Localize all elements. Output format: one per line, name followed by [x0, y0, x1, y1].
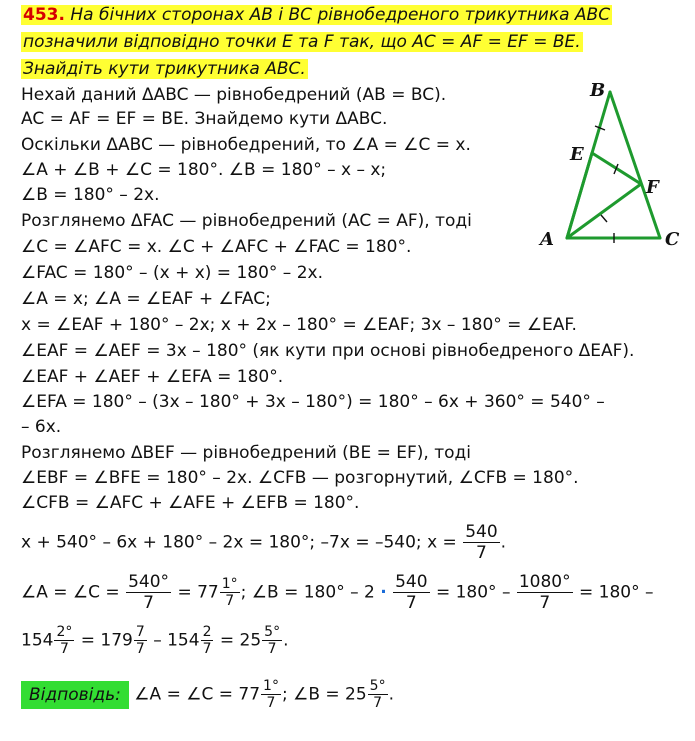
- label-b: B: [590, 80, 606, 101]
- segment-af: [567, 184, 641, 238]
- fraction: $\frac{1080^\circ}{7}$: [518, 572, 571, 613]
- equation-mixed: 154 $\frac{2^\circ}{7}$ = 179 $\frac{7}{7}$ – 154 $\frac{2}{7}$ = 25 $\frac{5^\circ}{7}$ .: [21, 624, 289, 657]
- solution-line: ∠FAC = 180° – (x + x) = 180° – 2x.: [21, 263, 323, 283]
- solution-line: – 6x.: [21, 417, 62, 437]
- solution-line: ∠EBF = ∠BFE = 180° – 2x. ∠CFB — розгорнутий, ∠CFB = 180°.: [21, 468, 579, 488]
- solution-line: Розглянемо ΔBEF — рівнобедрений (BE = EF), тоді: [21, 443, 471, 463]
- fraction: $\frac{5^\circ}{7}$: [264, 624, 281, 657]
- solution-line: Розглянемо ΔFAC — рівнобедрений (AC = AF), тоді: [21, 211, 472, 231]
- fraction: $\frac{540}{7}$: [395, 572, 428, 613]
- fraction: $\frac{1^\circ}{7}$: [221, 576, 238, 609]
- label-c: C: [665, 229, 680, 250]
- fraction: $\frac{2}{7}$: [202, 624, 212, 657]
- solution-line: x = ∠EAF + 180° – 2x; x + 2x – 180° = ∠EAF; 3x – 180° = ∠EAF.: [21, 315, 577, 335]
- label-a: A: [540, 229, 554, 250]
- label-f: F: [646, 177, 659, 198]
- tick-marks: [595, 126, 618, 243]
- equation-x: x + 540° – 6x + 180° – 2x = 180°; –7x = –540; x = $\frac{540}{7}$ .: [21, 522, 507, 563]
- solution-line: ∠A = x; ∠A = ∠EAF + ∠FAC;: [21, 289, 271, 309]
- answer-label: Відповідь:: [21, 681, 129, 709]
- solution-line: ∠A + ∠B + ∠C = 180°. ∠B = 180° – x – x;: [21, 160, 387, 180]
- label-e: E: [570, 144, 584, 165]
- multiply-dot: ·: [380, 582, 387, 603]
- problem-number: 453.: [23, 5, 65, 25]
- solution-line: ∠EFA = 180° – (3x – 180° + 3x – 180°) = 180° – 6x + 360° = 540° –: [21, 392, 605, 412]
- problem-line-3: Знайдіть кути трикутника ABC.: [23, 59, 306, 79]
- fraction: $\frac{540}{7}$: [465, 522, 498, 563]
- problem-text-1: На бічних сторонах AB і BC рівнобедреного трикутника ABC: [64, 5, 611, 25]
- fraction: $\frac{2^\circ}{7}$: [56, 624, 73, 657]
- tick-af: [601, 215, 607, 222]
- solution-line: ∠EAF = ∠AEF = 3x – 180° (як кути при основі рівнобедреного ΔEAF).: [21, 341, 635, 361]
- segment-ae: [567, 153, 592, 238]
- triangle-figure: [530, 80, 690, 255]
- fraction: $\frac{5^\circ}{7}$: [369, 678, 386, 711]
- solution-line: ∠B = 180° – 2x.: [21, 185, 160, 205]
- triangle-lines: [567, 92, 660, 238]
- solution-line: ∠CFB = ∠AFC + ∠AFE + ∠EFB = 180°.: [21, 493, 360, 513]
- fraction: $\frac{7}{7}$: [135, 624, 145, 657]
- problem-line-1: [21, 4, 612, 26]
- solution-line: Оскільки ΔABC — рівнобедрений, то ∠A = ∠C = x.: [21, 135, 471, 155]
- answer: Відповідь: ∠A = ∠C = 77 $\frac{1^\circ}{7}$ ; ∠B = 25 $\frac{5^\circ}{7}$ .: [21, 678, 394, 711]
- fraction: $\frac{540^\circ}{7}$: [128, 572, 170, 613]
- equation-angles: ∠A = ∠C = $\frac{540^\circ}{7}$ = 77 $\frac{1^\circ}{7}$ ; ∠B = 180° – 2 · $\frac{540}{7}$ = 180° – $\frac{1080^\circ}{7}$ = 180° –: [21, 572, 654, 613]
- solution-line: ∠EAF + ∠AEF + ∠EFA = 180°.: [21, 367, 284, 387]
- solution-line: ∠C = ∠AFC = x. ∠C + ∠AFC + ∠FAC = 180°.: [21, 237, 412, 257]
- fraction: $\frac{1^\circ}{7}$: [263, 678, 279, 711]
- problem-line-2: позначили відповідно точки E та F так, що AC = AF = EF = BE.: [23, 32, 581, 52]
- solution-line: AC = AF = EF = BE. Знайдемо кути ΔABC.: [21, 109, 388, 129]
- solution-line: Нехай даний ΔABC — рівнобедрений (AB = BC).: [21, 85, 447, 105]
